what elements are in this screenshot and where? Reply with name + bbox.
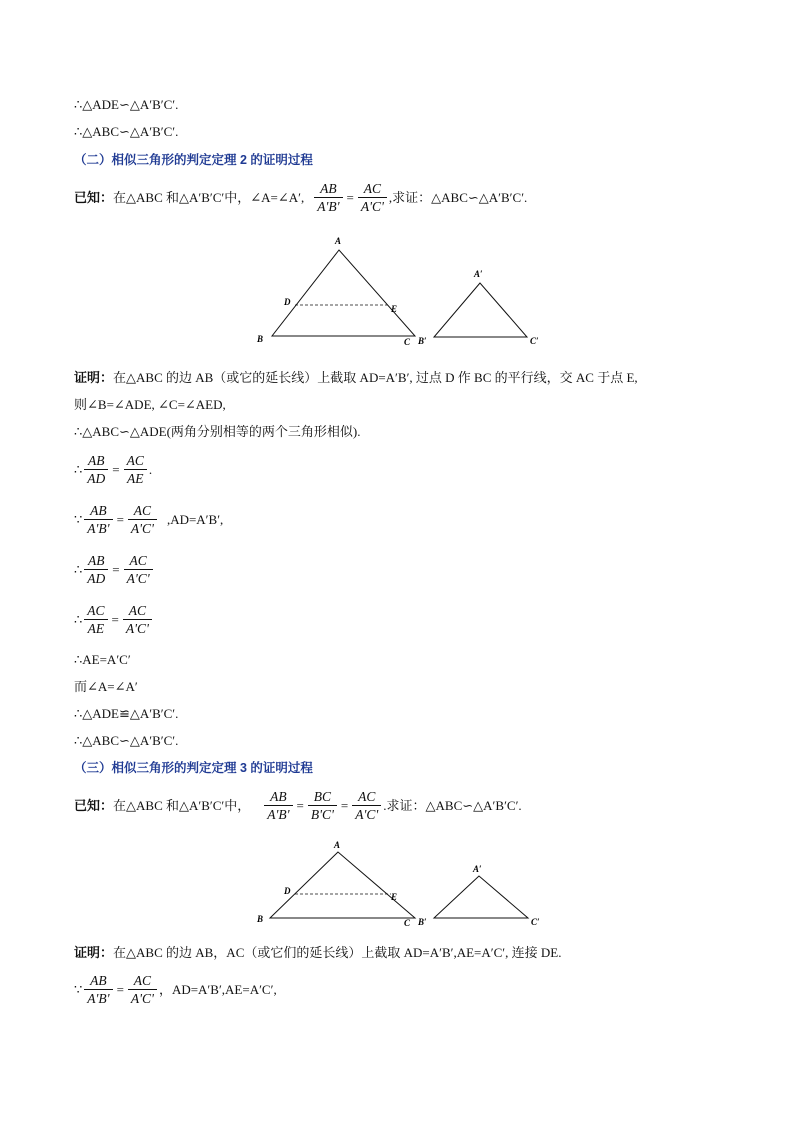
numerator: AC	[358, 789, 376, 804]
denominator: A'C'	[128, 519, 157, 537]
equals-sign: =	[346, 189, 354, 205]
given-label: 已知：	[74, 797, 114, 813]
triangle-apbpcp	[434, 283, 527, 337]
equals-sign: =	[112, 461, 120, 477]
equals-sign: =	[296, 797, 304, 813]
proof-3-line-1	[74, 945, 561, 961]
label-d: D	[284, 297, 291, 307]
denominator: A'C'	[128, 989, 157, 1007]
period: .	[148, 461, 153, 477]
fraction	[84, 452, 108, 487]
label-e: E	[391, 304, 398, 314]
ad-ae-equality: ，AD=A′B′,AE=A′C′,	[158, 981, 277, 997]
numerator: AC	[133, 503, 152, 518]
fraction	[128, 502, 157, 537]
angle-equality-line: 而∠A=∠A′	[74, 679, 138, 694]
triangle-abc	[270, 852, 415, 918]
eq-row-3	[74, 552, 155, 587]
fraction	[124, 452, 147, 487]
eq-row-4	[74, 602, 154, 637]
therefore-symbol: ∴	[74, 461, 83, 477]
proof-2-line-2: 则∠B=∠ADE, ∠C=∠AED,	[74, 397, 226, 412]
given-suffix: .求证：△ABC∽△A′B′C′.	[383, 797, 522, 813]
equals-sign: =	[112, 561, 120, 577]
numerator: AC	[126, 453, 144, 468]
equals-sign: =	[116, 981, 124, 997]
label-b-prime: B′	[418, 336, 427, 346]
triangle-abc	[272, 250, 415, 336]
fraction	[264, 788, 292, 823]
section-heading-2: （二）相似三角形的判定定理 2 的证明过程	[74, 153, 313, 167]
given-3	[74, 788, 522, 823]
fraction	[84, 552, 108, 587]
because-symbol: ∵	[74, 981, 83, 997]
denominator: A'C'	[358, 197, 387, 215]
numerator: AB	[90, 503, 107, 518]
proof-2-line-3: ∴△ABC∽△ADE(两角分别相等的两个三角形相似).	[74, 424, 361, 439]
denominator: AD	[84, 469, 108, 487]
denominator: AE	[84, 619, 107, 637]
proof-text: 在△ABC 的边 AB（或它的延长线）上截取 AD=A′B′, 过点 D 作 BC 的平行线，交 AC 于点 E,	[113, 370, 638, 385]
eq-row-2	[74, 502, 223, 537]
fraction	[84, 602, 107, 637]
fraction	[308, 788, 337, 823]
label-c: C	[404, 337, 411, 347]
label-c-prime: C′	[530, 336, 539, 346]
denominator: A'B'	[264, 805, 292, 823]
numerator: AB	[88, 553, 105, 568]
proof-2-line-1	[74, 370, 638, 386]
section-heading-3: （三）相似三角形的判定定理 3 的证明过程	[74, 761, 313, 775]
denominator: AD	[84, 569, 108, 587]
label-c-prime: C′	[531, 917, 540, 927]
equals-sign: =	[111, 611, 119, 627]
numerator: AB	[270, 789, 287, 804]
label-a: A	[334, 840, 341, 850]
label-a: A	[335, 236, 342, 246]
therefore-symbol: ∴	[74, 561, 83, 577]
given-suffix: ,求证：△ABC∽△A′B′C′.	[388, 189, 528, 205]
ad-equality: ,AD=A′B′,	[166, 511, 224, 527]
numerator: AB	[88, 453, 105, 468]
numerator: AC	[128, 603, 147, 618]
fraction	[314, 180, 342, 215]
numerator: BC	[313, 789, 332, 804]
label-a-prime: A′	[474, 269, 483, 279]
given-text: 在△ABC 和△A′B′C′中，∠A=∠A′,	[113, 189, 305, 205]
proof-label: 证明：	[74, 945, 114, 960]
equals-sign: =	[116, 511, 124, 527]
denominator: A'B'	[314, 197, 342, 215]
label-b-prime: B′	[418, 917, 427, 927]
given-label: 已知：	[74, 189, 114, 205]
line-similar-ade: ∴△ADE∽△A′B′C′.	[74, 97, 179, 112]
eq-row-5	[74, 972, 277, 1007]
proof-text: 在△ABC 的边 AB，AC（或它们的延长线）上截取 AD=A′B′,AE=A′C′, 连接 DE.	[113, 945, 562, 960]
triangle-figure-2	[250, 838, 550, 930]
fraction	[358, 180, 387, 215]
given-2	[74, 180, 527, 215]
fraction	[84, 972, 112, 1007]
eq-row-1	[74, 452, 152, 487]
denominator: A'C'	[124, 569, 153, 587]
fraction	[128, 972, 157, 1007]
label-b: B	[257, 914, 264, 924]
congruent-line: ∴△ADE≌△A′B′C′.	[74, 706, 179, 721]
denominator: A'C'	[352, 805, 381, 823]
label-c: C	[404, 918, 411, 928]
denominator: A'B'	[84, 989, 112, 1007]
because-symbol: ∵	[74, 511, 83, 527]
ae-equality-line: ∴AE=A′C′	[74, 652, 131, 667]
numerator: AC	[129, 553, 147, 568]
numerator: AB	[320, 181, 337, 196]
fraction	[123, 602, 152, 637]
numerator: AC	[133, 973, 152, 988]
label-b: B	[257, 334, 264, 344]
denominator: B'C'	[308, 805, 337, 823]
denominator: A'B'	[84, 519, 112, 537]
denominator: AE	[124, 469, 147, 487]
numerator: AC	[363, 181, 382, 196]
numerator: AB	[90, 973, 107, 988]
label-a-prime: A′	[473, 864, 482, 874]
label-d: D	[284, 886, 291, 896]
similar-line: ∴△ABC∽△A′B′C′.	[74, 733, 179, 748]
label-e: E	[391, 892, 398, 902]
fraction	[352, 788, 381, 823]
numerator: AC	[87, 603, 105, 618]
equals-sign: =	[340, 797, 349, 813]
triangle-apbpcp	[434, 876, 528, 918]
fraction	[124, 552, 153, 587]
therefore-symbol: ∴	[74, 611, 83, 627]
triangle-figure-1	[250, 232, 550, 350]
line-similar-abc: ∴△ABC∽△A′B′C′.	[74, 124, 179, 139]
denominator: A'C'	[123, 619, 152, 637]
proof-label: 证明：	[74, 370, 114, 385]
fraction	[84, 502, 112, 537]
given-text: 在△ABC 和△A′B′C′中，	[113, 797, 251, 813]
